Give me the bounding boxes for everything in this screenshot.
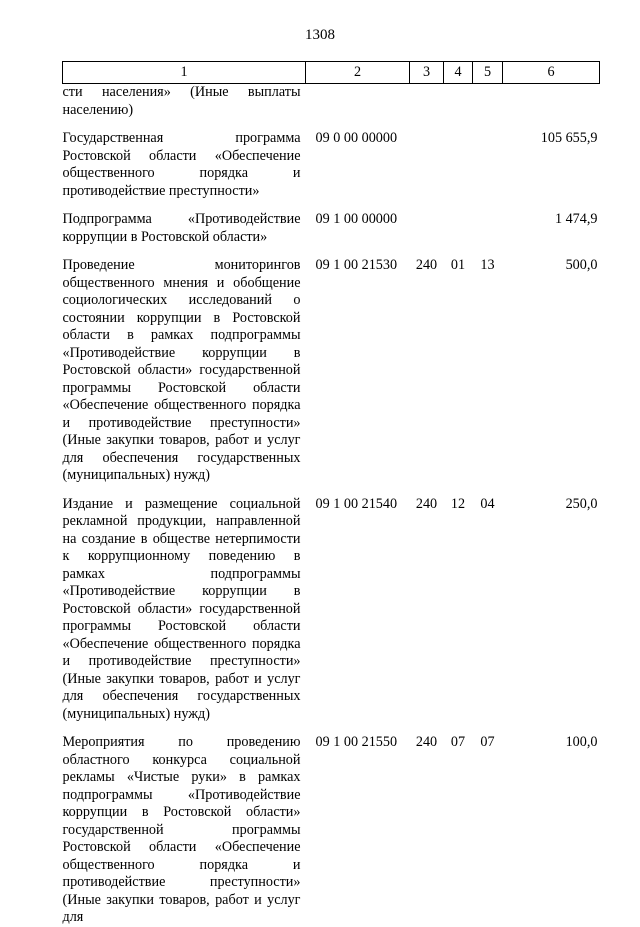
row-amount: 500,0	[565, 257, 598, 273]
row-expense-type: 240	[415, 734, 438, 750]
row-amount: 105 655,9	[540, 130, 598, 146]
row-target-code: 09 1 00 21530	[315, 257, 398, 273]
row-description: Подпрограмма «Противодействие коррупции в Ростовской области»	[62, 211, 301, 245]
table-row	[63, 734, 600, 927]
row-expense-type	[410, 84, 444, 131]
row-description: Мероприятия по проведению областного конкурса социальной рекламы «Чистые руки» в рамках подпрограммы «Противодействие коррупции в Ростовской области» государственной программы Ростовской области «Обеспечение общественного порядка и противодействие преступности» (Иные закупки товаров, работ и услуг для	[62, 734, 301, 925]
row-amount	[503, 84, 600, 131]
row-section	[444, 84, 473, 131]
row-subsection	[473, 130, 503, 211]
row-subsection: 04	[480, 495, 495, 512]
row-section: 01	[450, 257, 466, 273]
row-amount: 1 474,9	[554, 211, 598, 227]
row-expense-type	[410, 211, 444, 257]
page-number: 1308	[305, 27, 335, 43]
column-header-1: 1	[63, 62, 306, 84]
row-subsection	[473, 84, 503, 131]
table-body	[63, 84, 600, 927]
row-expense-type	[410, 130, 444, 211]
row-target-code: 09 1 00 21550	[315, 734, 398, 750]
row-expense-type: 240	[415, 495, 438, 512]
row-amount: 100,0	[565, 734, 598, 750]
row-expense-type: 240	[415, 257, 438, 273]
row-target-code: 09 1 00 21540	[315, 495, 398, 512]
table-header	[63, 62, 600, 84]
row-target-code: 09 0 00 00000	[315, 130, 398, 146]
row-description: Проведение мониторингов общественного мнения и обобщение социологических исследований о состоянии коррупции в Ростовской области в рамках подпрограммы «Противодействие коррупции в Ростовской области» государственной программы Ростовской области «Обеспечение общественного порядка и противодействие преступности» (Иные закупки товаров, работ и услуг для обеспечения государственных (муниципальных) нужд)	[62, 257, 301, 483]
table-row	[63, 211, 600, 257]
column-header-4: 4	[444, 62, 473, 84]
column-header-5: 5	[473, 62, 503, 84]
table-row	[63, 84, 600, 131]
column-header-2: 2	[306, 62, 410, 84]
row-description: сти населения» (Иные выплаты населению)	[62, 84, 301, 118]
row-section: 12	[450, 495, 466, 512]
row-section	[444, 130, 473, 211]
table-row	[63, 130, 600, 211]
budget-table	[62, 61, 600, 927]
row-description: Издание и размещение социальной рекламной продукции, направленной на создание в обществе нетерпимости к коррупционному поведению в рамках подпрограммы «Противодействие коррупции в Ростовской области» государственной программы Ростовской области «Обеспечение общественного порядка и противодействие преступности» (Иные закупки товаров, работ и услуг для обеспечения государственных (муниципальных) нужд)	[62, 495, 301, 722]
row-target-code: 09 1 00 00000	[315, 211, 398, 227]
row-description: Государственная программа Ростовской области «Обеспечение общественного порядка и противодействие преступности»	[62, 130, 301, 199]
row-subsection: 07	[480, 734, 495, 750]
row-section	[444, 211, 473, 257]
row-target-code	[306, 84, 410, 131]
column-header-6: 6	[503, 62, 600, 84]
row-section: 07	[450, 734, 466, 750]
row-amount: 250,0	[565, 495, 598, 512]
table-row	[63, 496, 600, 735]
row-subsection: 13	[480, 257, 495, 273]
column-header-3: 3	[410, 62, 444, 84]
row-subsection	[473, 211, 503, 257]
table-row	[63, 257, 600, 496]
header-row	[63, 62, 600, 84]
